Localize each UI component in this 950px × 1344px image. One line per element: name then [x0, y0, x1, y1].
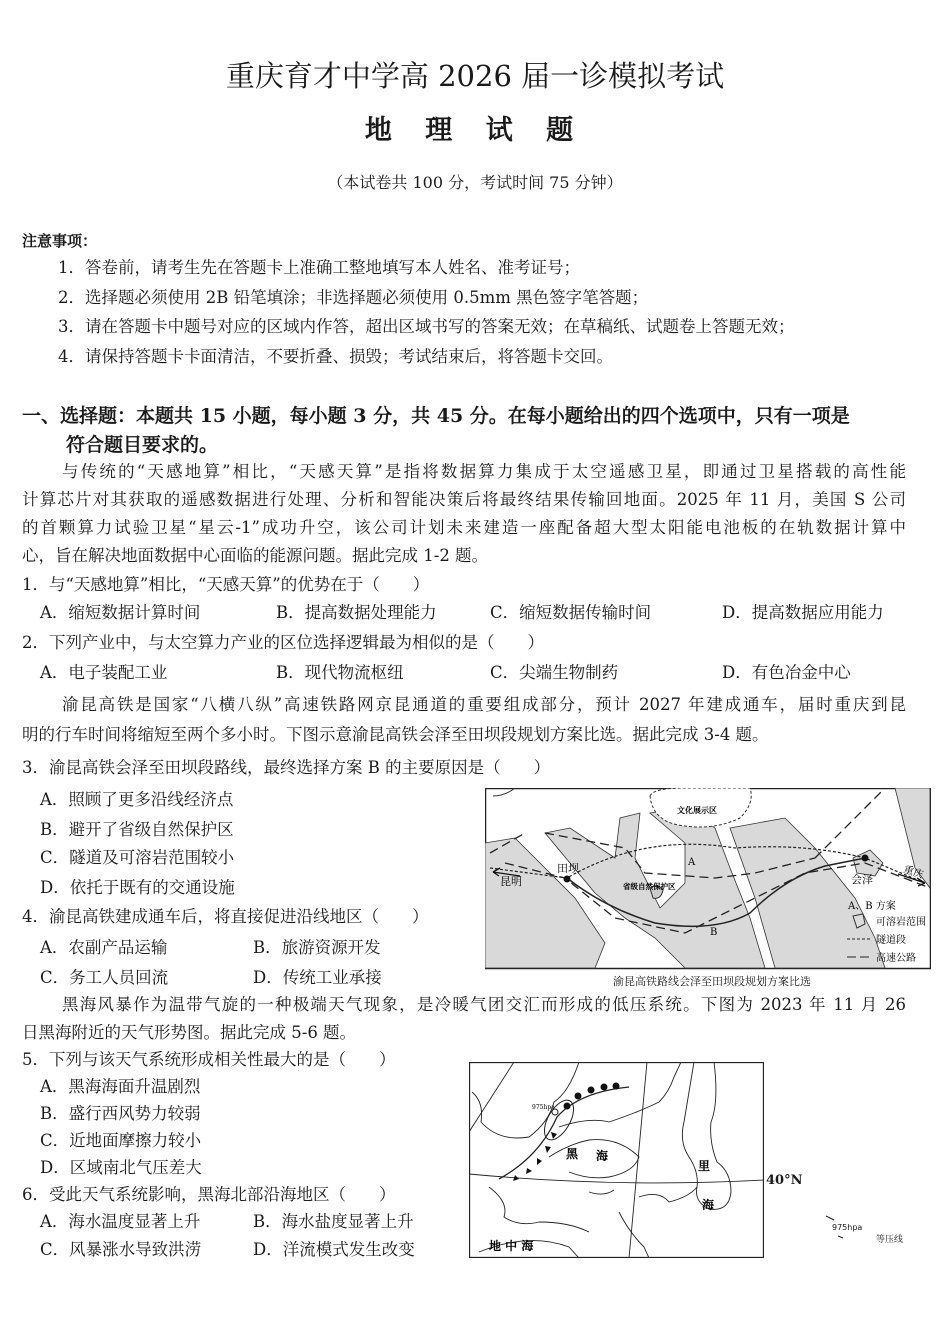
legend-highway: 高速公路	[876, 953, 916, 964]
exam-note: （本试卷共 100 分，考试时间 75 分钟）	[327, 173, 623, 192]
latitude-label: 40°N	[766, 1173, 803, 1188]
question-5-stem: 5．下列与该天气系统形成相关性最大的是（ ）	[22, 1050, 396, 1069]
q1-option-b: B．提高数据处理能力	[276, 603, 437, 622]
legend-karst: 可溶岩范围	[876, 917, 926, 928]
label-huize: 会泽	[851, 873, 873, 886]
question-1-stem: 1．与“天感地算”相比，“天感天算”的优势在于（ ）	[22, 575, 430, 594]
label-plan-b: B	[710, 927, 718, 938]
notices-heading: 注意事项：	[22, 232, 98, 250]
q5-option-a: A．黑海海面升温剧烈	[40, 1077, 201, 1096]
notice-item: 3．请在答题卡中题号对应的区域内作答，超出区域书写的答案无效；在草稿纸、试题卷上答题无效；	[58, 317, 795, 336]
label-mediterranean: 地 中 海	[489, 1239, 534, 1253]
label-tianba: 田坝	[557, 862, 579, 875]
q5-option-c: C．近地面摩擦力较小	[40, 1131, 202, 1150]
q6-option-c: C．风暴涨水导致洪涝	[40, 1240, 202, 1259]
label-black-sea-1: 黑	[566, 1147, 579, 1161]
q4-option-c: C．务工人员回流	[40, 968, 169, 987]
passage-line: 与传统的“天感地算”相比，“天感天算”是指将数据算力集成于太空遥感卫星，即通过卫星搭载的高性能	[62, 462, 906, 481]
question-6-stem: 6．受此天气系统影响，黑海北部沿海地区（ ）	[22, 1185, 396, 1204]
q2-option-d: D．有色冶金中心	[722, 663, 851, 682]
legend-tunnel: 隧道段	[876, 935, 906, 946]
q6-option-a: A．海水温度显著上升	[40, 1212, 201, 1231]
passage-line: 的首颗算力试验卫星“星云-1”成功升空，该公司计划未来建造一座配备超大型太阳能电池板的在轨数据计算中	[22, 518, 906, 537]
q6-option-b: B．海水盐度显著上升	[253, 1212, 414, 1231]
q5-option-b: B．盛行西风势力较弱	[40, 1104, 201, 1123]
label-culture: 文化展示区	[677, 805, 717, 815]
passage-line: 渝昆高铁是国家“八横八纵”高速铁路网京昆通道的重要组成部分，预计 2027 年建成通车，届时重庆到昆	[62, 695, 906, 714]
q4-option-b: B．旅游资源开发	[253, 938, 381, 957]
question-2-stem: 2．下列产业中，与太空算力产业的区位选择逻辑最为相似的是（ ）	[22, 633, 544, 652]
railway-route-map	[485, 788, 931, 970]
section-heading-cont: 符合题目要求的。	[66, 434, 219, 456]
question-4-stem: 4．渝昆高铁建成通车后，将直接促进沿线地区（ ）	[22, 907, 429, 926]
q2-option-b: B．现代物流枢纽	[276, 663, 404, 682]
exam-title: 重庆育才中学高 2026 届一诊模拟考试	[225, 59, 725, 93]
isobar-legend-label: 等压线	[876, 1235, 904, 1245]
q5-option-d: D．区域南北气压差大	[40, 1158, 202, 1177]
q1-option-a: A．缩短数据计算时间	[40, 603, 201, 622]
q2-option-a: A．电子装配工业	[40, 663, 168, 682]
passage-line: 明的行车时间将缩短至两个多小时。下图示意渝昆高铁会泽至田坝段规划方案比选。据此完成 3-4 题。	[22, 725, 769, 744]
label-caspian-1: 里	[698, 1159, 711, 1173]
label-plan-a: A	[688, 857, 696, 868]
weather-map	[469, 1062, 764, 1258]
q2-option-c: C．尖端生物制药	[490, 663, 619, 682]
q3-option-c: C．隧道及可溶岩范围较小	[40, 848, 235, 867]
notice-item: 4．请保持答题卡卡面清洁，不要折叠、损毁；考试结束后，将答题卡交回。	[58, 347, 613, 366]
passage-line: 日黑海附近的天气形势图。据此完成 5-6 题。	[22, 1023, 357, 1042]
label-black-sea-2: 海	[596, 1149, 609, 1163]
q3-option-a: A．照顾了更多沿线经济点	[40, 790, 234, 809]
q1-option-c: C．缩短数据传输时间	[490, 603, 652, 622]
q6-option-d: D．洋流模式发生改变	[253, 1240, 415, 1259]
legend-plans: A、B 方案	[848, 901, 896, 912]
map1-caption: 渝昆高铁路线会泽至田坝段规划方案比选	[613, 975, 811, 988]
isobar-legend-value: 975hpa	[832, 1223, 863, 1232]
notice-item: 1．答卷前，请考生先在答题卡上准确工整地填写本人姓名、准考证号；	[58, 258, 580, 277]
label-reserve: 省级自然保护区	[623, 882, 676, 891]
label-chongqing: 重庆	[902, 864, 925, 882]
passage-line: 黑海风暴作为温带气旋的一种极端天气现象，是冷暖气团交汇而形成的低压系统。下图为 2023 年 11 月 26	[62, 995, 906, 1014]
q4-option-a: A．农副产品运输	[40, 938, 168, 957]
subject-title: 地 理 试 题	[364, 115, 586, 146]
q3-option-d: D．依托于既有的交通设施	[40, 878, 235, 897]
q4-option-d: D．传统工业承接	[253, 968, 382, 987]
label-kunming: 昆明	[500, 875, 522, 888]
passage-line: 心，旨在解决地面数据中心面临的能源问题。据此完成 1-2 题。	[22, 546, 489, 565]
section-heading: 一、选择题：本题共 15 小题，每小题 3 分，共 45 分。在每小题给出的四个选项中，只有一项是	[22, 405, 850, 427]
passage-line: 计算芯片对其获取的遥感数据进行处理、分析和智能决策后将最终结果传输回地面。2025 年 11 月，美国 S 公司	[22, 490, 906, 509]
isobar-label: 975hpa	[532, 1104, 555, 1111]
question-3-stem: 3．渝昆高铁会泽至田坝段路线，最终选择方案 B 的主要原因是（ ）	[22, 758, 551, 777]
q1-option-d: D．提高数据应用能力	[722, 603, 884, 622]
notice-item: 2．选择题必须使用 2B 铅笔填涂；非选择题必须使用 0.5mm 黑色签字笔答题；	[58, 288, 649, 307]
label-caspian-2: 海	[702, 1198, 715, 1212]
q3-option-b: B．避开了省级自然保护区	[40, 820, 234, 839]
